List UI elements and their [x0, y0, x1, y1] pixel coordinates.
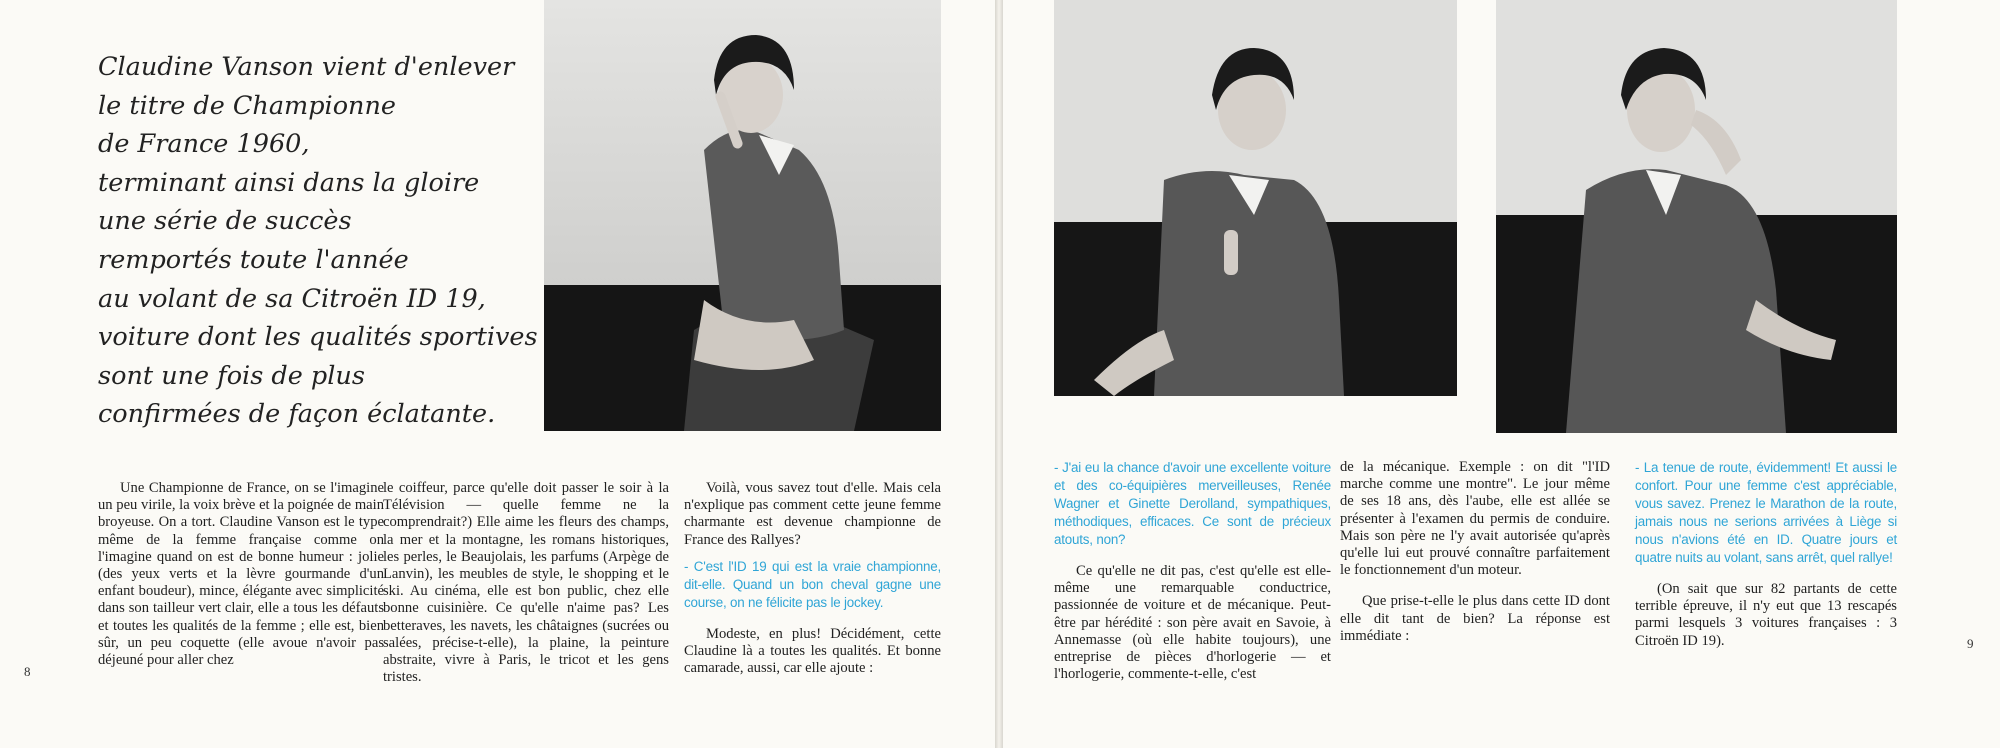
page-number: 9 — [1967, 636, 1974, 651]
column-2 — [1340, 459, 1610, 645]
column-2 — [383, 480, 669, 686]
paragraph: Que prise-t-elle le plus dans cette ID dont elle dit tant de bien? La réponse est immédiate : — [1340, 593, 1610, 644]
quote: - C'est l'ID 19 qui est la vraie championne, dit-elle. Quand un bon cheval gagne une course, on ne félicite pas le jockey. — [684, 558, 941, 610]
intro-line: Claudine Vanson vient d'enlever — [98, 52, 515, 82]
paragraph: de la mécanique. Exemple : on dit "l'ID marche comme une montre". Le jour même de ses 18 ans, dès l'aube, elle est allée se présenter à l'examen du permis de conduire. Mais son père ne l'y avait autorisée qu'après qu'elle lui eut prouvé connaître parfaitement le fonctionnement d'un moteur. — [1340, 459, 1610, 579]
intro-line: voiture dont les qualités sportives — [98, 322, 538, 353]
paragraph: Voilà, vous savez tout d'elle. Mais cela n'explique pas comment cette jeune femme charmante est devenue championne de France des Rallyes? — [684, 480, 941, 548]
intro-text — [98, 48, 538, 434]
column-1 — [98, 480, 384, 669]
intro-line: une série de succès — [98, 206, 352, 237]
right-page — [1003, 0, 2000, 748]
intro-line: au volant de sa Citroën ID 19, — [98, 283, 486, 314]
intro-line: le titre de Championne — [98, 90, 396, 121]
paragraph: Ce qu'elle ne dit pas, c'est qu'elle est elle-même une remarquable conductrice, passionnée de voiture et de mécanique. Peut-être par hérédité : son père avait en Savoie, à Annemasse (où elle habite toujours), une entreprise de pièces d'horlogerie — et l'horlogerie, commente-t-elle, c'est — [1054, 563, 1331, 683]
intro-line: terminant ainsi dans la gloire — [98, 167, 480, 198]
book-gutter — [995, 0, 1003, 748]
paragraph: Modeste, en plus! Décidément, cette Claudine là a toutes les qualités. Et bonne camarade, aussi, car elle ajoute : — [684, 625, 941, 677]
column-3 — [1635, 459, 1897, 650]
intro-line: de France 1960, — [98, 129, 310, 160]
column-3 — [684, 480, 941, 677]
page-number: 8 — [24, 664, 31, 679]
photo-portrait-smoking — [544, 0, 941, 431]
photo-portrait-hand-to-temple — [1496, 0, 1897, 433]
photo-portrait-looking-up — [1054, 0, 1457, 396]
quote: - La tenue de route, évidemment! Et aussi le confort. Pour une femme c'est appréciable, vous savez. Prenez le Marathon de la route, jamais nous ne serions arrivées à Liège si nous n'avions été en ID. Quatre jours et quatre nuits au volant, sans arrêt, quel rallye! — [1635, 460, 1897, 565]
intro-line: remportés toute l'année — [98, 244, 409, 275]
quote: - J'ai eu la chance d'avoir une excellente voiture et des co-équipières merveilleuses, Renée Wagner et Ginette Derolland, sympathiques, méthodiques, efficaces. Ce sont de précieux atouts, non? — [1054, 460, 1331, 547]
intro-line: sont une fois de plus — [98, 360, 365, 391]
paragraph: le coiffeur, parce qu'elle doit passer le soir à la Télévision — quelle femme ne la comprendrait?) Elle aime les fleurs des champs, la mer et la montagne, les romans historiques, les perles, le Beaujolais, les parfums (Arpège de Lanvin), les meubles de style, le shopping et le ski. Au cinéma, elle est bon public, chez elle bonne cuisinière. Ce qu'elle n'aime pas? Les betteraves, les navets, les châtaignes (sucrées ou salées, précise-t-elle), la plaine, la peinture abstraite, vivre à Paris, le tricot et les gens tristes. — [383, 480, 669, 686]
paragraph: (On sait que sur 82 partants de cette terrible épreuve, il n'y eut que 13 rescapés parmi lesquels 3 voitures françaises : 3 Citroën ID 19). — [1635, 581, 1897, 649]
left-page — [0, 0, 995, 748]
paragraph: Une Championne de France, on se l'imagine un peu virile, la voix brève et la poignée de main broyeuse. On a tort. Claudine Vanson est le type même de la femme française comme on l'imagine quand on est de bonne humeur : jolie (des yeux verts et la lèvre gourmande d'un enfant boudeur), mince, élégante avec simplicité dans son tailleur vert clair, elle a tous les défauts et toutes les qualités de la femme ; elle est, bien sûr, un peu coquette (elle avoue n'avoir pas déjeuné pour aller chez — [98, 480, 384, 669]
column-1 — [1054, 459, 1331, 683]
intro-line: confirmées de façon éclatante. — [98, 399, 496, 430]
